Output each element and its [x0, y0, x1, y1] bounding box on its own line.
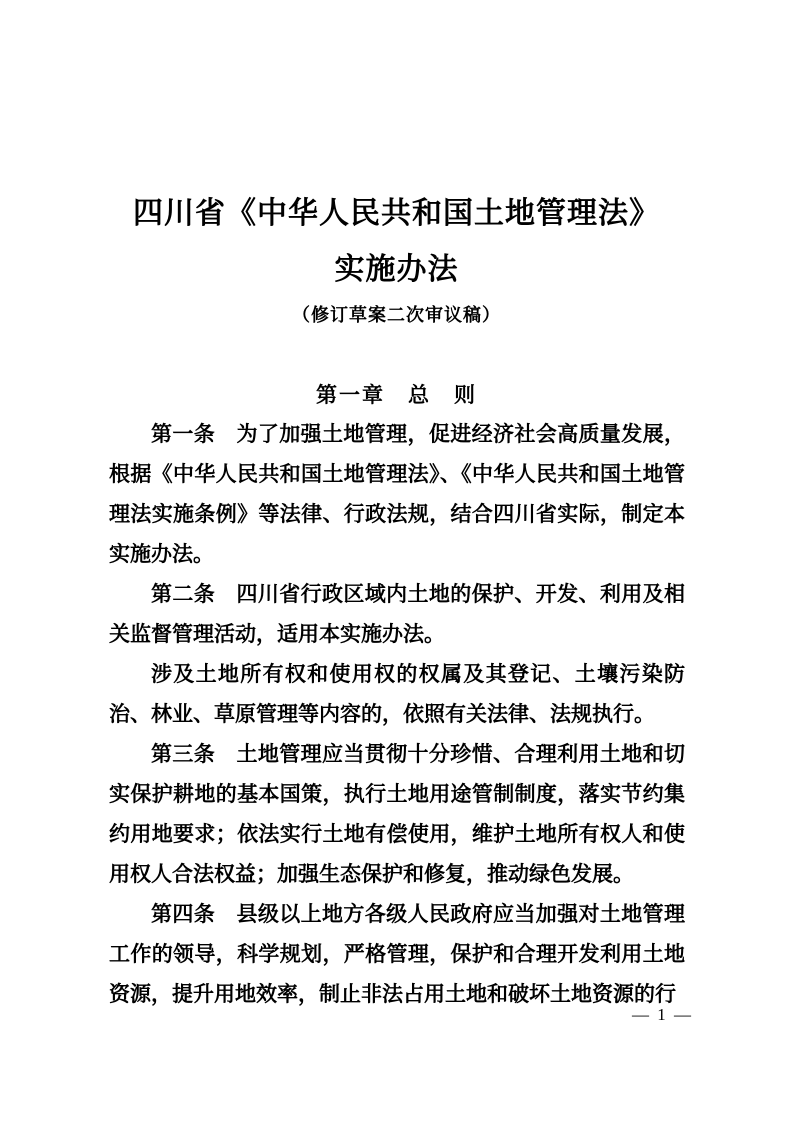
- body-paragraph-article-1: 第一条 为了加强土地管理，促进经济社会高质量发展，根据《中华人民共和国土地管理法》、《中华人民共和国土地管理法实施条例》等法律、行政法规，结合四川省实际，制定本实施办法。: [109, 423, 685, 566]
- chapter-heading: 第一章 总 则: [316, 384, 477, 407]
- body-paragraph-article-2: 第二条 四川省行政区域内土地的保护、开发、利用及相关监督管理活动，适用本实施办法。: [109, 583, 685, 646]
- document-body: [109, 415, 685, 1015]
- document-title-line2: 实施办法: [334, 253, 459, 286]
- document-subtitle: （修订草案二次审议稿）: [292, 305, 501, 325]
- document-title-line1: 四川省《中华人民共和国土地管理法》: [133, 197, 660, 230]
- body-paragraph-article-2-clause-2: 涉及土地所有权和使用权的权属及其登记、土壤污染防治、林业、草原管理等内容的，依照有关法律、法规执行。: [109, 663, 685, 726]
- document-title: [0, 186, 793, 298]
- body-paragraph-article-4: 第四条 县级以上地方各级人民政府应当加强对土地管理工作的领导，科学规划，严格管理，保护和合理开发利用土地资源，提升用地效率，制止非法占用土地和破坏土地资源的行: [109, 903, 685, 1006]
- body-paragraph-article-3: 第三条 土地管理应当贯彻十分珍惜、合理利用土地和切实保护耕地的基本国策，执行土地用途管制制度，落实节约集约用地要求；依法实行土地有偿使用，维护土地所有权人和使用权人合法权益；加强生态保护和修复，推动绿色发展。: [109, 743, 685, 886]
- page-number: — 1 —: [632, 1005, 693, 1024]
